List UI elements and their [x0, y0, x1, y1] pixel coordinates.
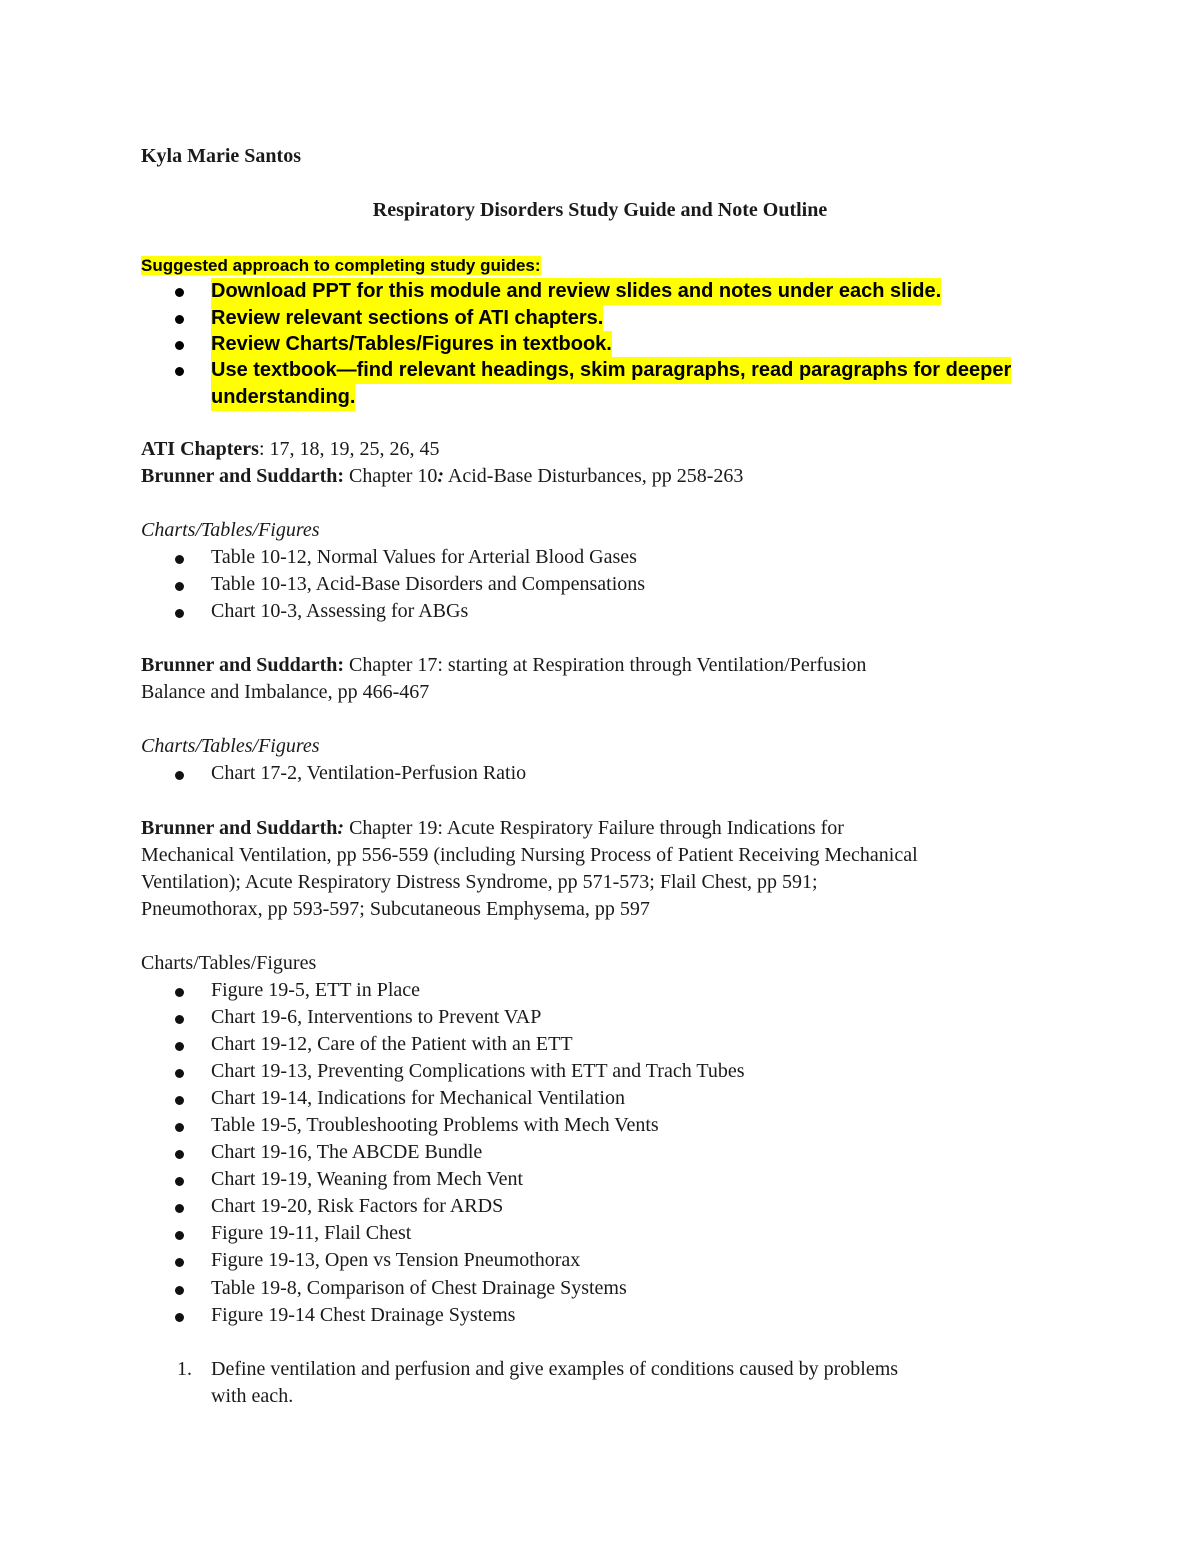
question-number: 1.	[177, 1358, 192, 1380]
bullet-icon	[175, 1015, 184, 1024]
brunner-chapter-19-cont: Pneumothorax, pp 593-597; Subcutaneous Emphysema, pp 597	[141, 898, 650, 920]
charts-heading: Charts/Tables/Figures	[141, 519, 320, 541]
brunner-chapter-17-cont: Balance and Imbalance, pp 466-467	[141, 681, 430, 703]
brunner-colon: :	[337, 817, 345, 839]
bullet-icon	[175, 1204, 184, 1213]
brunner-chapter-10	[141, 463, 743, 490]
bullet-icon	[175, 1177, 184, 1186]
bullet-icon	[175, 1069, 184, 1078]
bullet-icon	[175, 582, 184, 591]
suggested-item-text: Review Charts/Tables/Figures in textbook.	[211, 331, 612, 358]
suggested-item-text: Review relevant sections of ATI chapters.	[211, 305, 603, 332]
bullet-icon	[175, 1123, 184, 1132]
bullet-icon	[175, 1042, 184, 1051]
document-page: Kyla Marie Santos Respiratory Disorders Study Guide and Note Outline Suggested approach to completing study guides: Download PPT for this module and review slides and notes under each slide. Review relevant sections of ATI chapters. Review Charts/Tables/Figures in textbook. Use textbook—find relevant headings, skim paragraphs, read paragraphs for deeper understanding. ATI Chapters: 17, 18, 19, 25, 26, 45 Brunner and Suddarth: Chapter 10: Acid-Base Disturbances, pp 258-263 Charts/Tables/Figures Table 10-12, Normal Values for Arterial Blood Gases Table 10-13, Acid-Base Disorders and Compensations Chart 10-3, Assessing for ABGs Brunner and Suddarth: Chapter 17: starting at Respiration through Ventilation/Perfusion Balance and Imbalance, pp 466-467 Charts/Tables/Figures Chart 17-2, Ventilation-Perfusion Ratio Brunner and Suddarth: Chapter 19: Acute Respiratory Failure through Indications for Mechanical Ventilation, pp 556-559 (including Nursing Process of Patient Receiving Mechanical Ventilation); Acute Respiratory Distress Syndrome, pp 571-573; Flail Chest, pp 591; Pneumothorax, pp 593-597; Subcutaneous Emphysema, pp 597 Charts/Tables/Figures Figure 19-5, ETT in Place Chart 19-6, Interventions to Prevent VAP Chart 19-12, Care of the Patient with an ETT Chart 19-13, Preventing Complications with ETT and Trach Tubes Chart 19-14, Indications for Mechanical Ventilation Table 19-5, Troubleshooting Problems with Mech Vents Chart 19-16, The ABCDE Bundle Chart 19-19, Weaning from Mech Vent Chart 19-20, Risk Factors for ARDS Figure 19-11, Flail Chest Figure 19-13, Open vs Tension Pneumothorax Table 19-8, Comparison of Chest Drainage Systems Figure 19-14 Chest Drainage Systems 1. Define ventilation and perfusion and give examples of conditions caused by problems with each.	[0, 0, 1200, 1553]
brunner-detail: Acid-Base Disturbances, pp 258-263	[444, 465, 744, 487]
question-text: Define ventilation and perfusion and give examples of conditions caused by problems	[211, 1358, 899, 1380]
question-text: with each.	[211, 1385, 294, 1407]
brunner-label: Brunner and Suddarth	[141, 817, 338, 839]
suggested-item-text: Use textbook—find relevant headings, skim paragraphs, read paragraphs for deeper	[211, 357, 1011, 384]
suggested-item-text: understanding.	[211, 384, 355, 411]
bullet-icon	[175, 341, 184, 350]
bullet-icon	[175, 988, 184, 997]
bullet-icon	[175, 315, 184, 324]
document-title: Respiratory Disorders Study Guide and Note Outline	[372, 199, 828, 221]
charts-heading: Charts/Tables/Figures	[141, 735, 320, 757]
bullet-icon	[175, 288, 184, 297]
suggested-heading	[141, 252, 541, 279]
ati-chapters	[141, 436, 440, 463]
bullet-icon	[175, 1286, 184, 1295]
bullet-icon	[175, 367, 184, 376]
ati-value: : 17, 18, 19, 25, 26, 45	[258, 438, 440, 460]
bullet-icon	[175, 1096, 184, 1105]
bullet-icon	[175, 555, 184, 564]
brunner-colon: :	[437, 465, 445, 487]
brunner-label: Brunner and Suddarth:	[141, 654, 345, 676]
suggested-item-text: Download PPT for this module and review slides and notes under each slide.	[211, 278, 941, 305]
suggested-heading-text: Suggested approach to completing study guides:	[141, 256, 541, 275]
bullet-icon	[175, 1258, 184, 1267]
bullet-icon	[175, 609, 184, 618]
brunner-chapter-19-cont: Ventilation); Acute Respiratory Distress Syndrome, pp 571-573; Flail Chest, pp 591;	[141, 871, 818, 893]
charts-heading: Charts/Tables/Figures	[141, 952, 317, 974]
bullet-icon	[175, 1313, 184, 1322]
brunner-chapter-17	[141, 652, 866, 679]
ati-label: ATI Chapters	[141, 438, 259, 460]
bullet-icon	[175, 1231, 184, 1240]
bullet-icon	[175, 1150, 184, 1159]
brunner-detail: Chapter 17: starting at Respiration through Ventilation/Perfusion	[344, 654, 867, 676]
brunner-label: Brunner and Suddarth:	[141, 465, 345, 487]
brunner-chapter-19	[141, 815, 844, 842]
brunner-chapter-19-cont: Mechanical Ventilation, pp 556-559 (including Nursing Process of Patient Receiving Mechanical	[141, 844, 918, 866]
author-name: Kyla Marie Santos	[141, 145, 301, 167]
bullet-icon	[175, 771, 184, 780]
brunner-detail: Chapter 19: Acute Respiratory Failure through Indications for	[344, 817, 844, 839]
brunner-chapter: Chapter 10	[344, 465, 438, 487]
